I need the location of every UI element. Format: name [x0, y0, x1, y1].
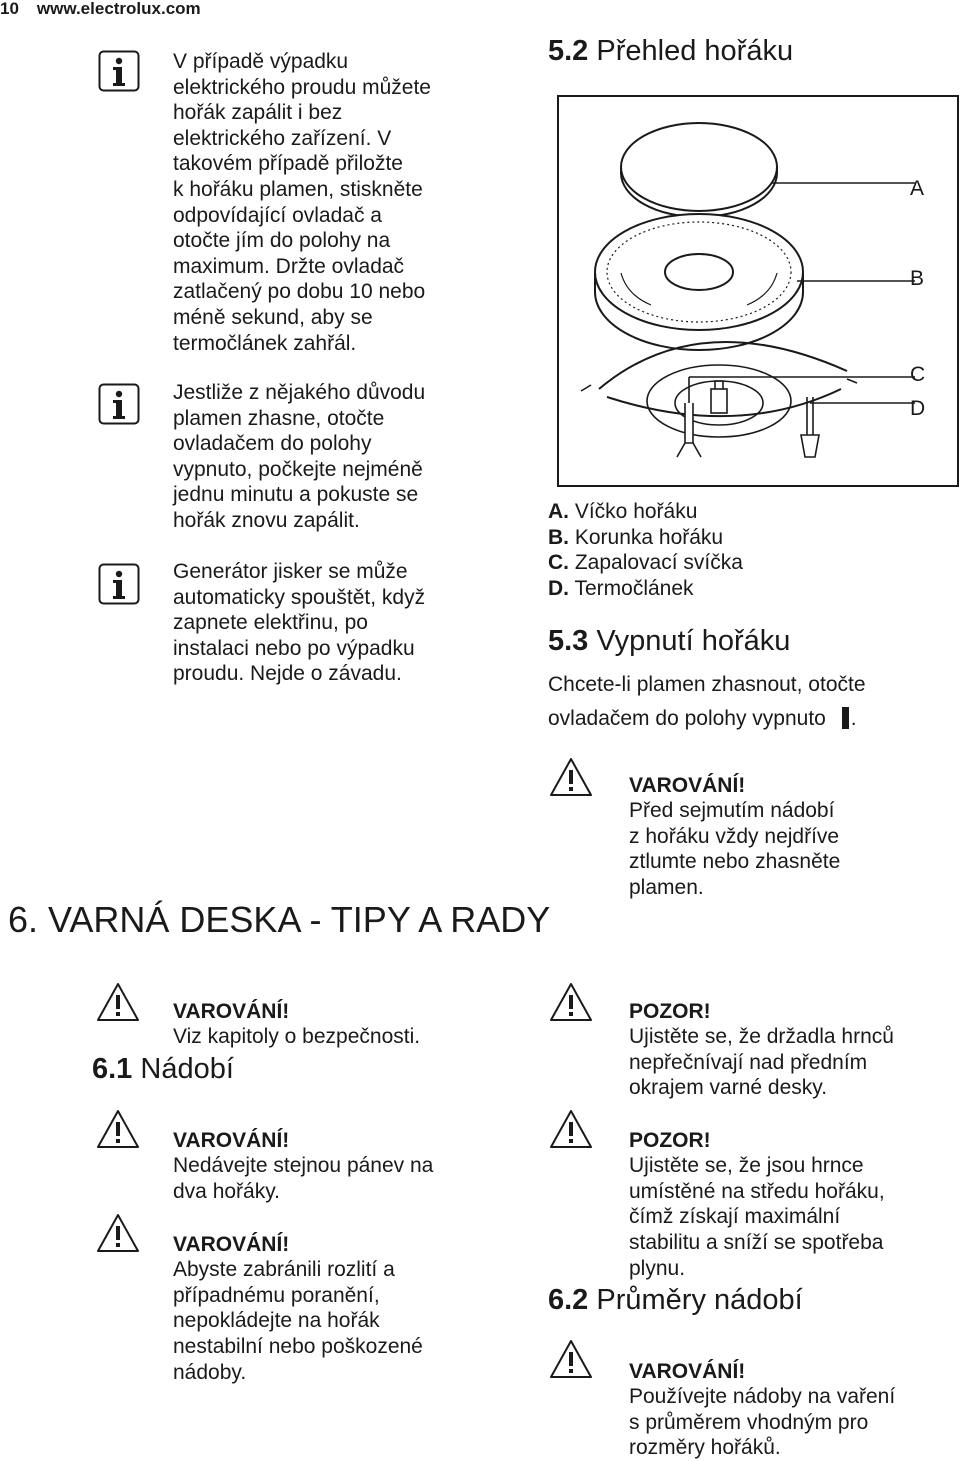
- info-icon: [98, 563, 140, 605]
- section-number: 6.1: [92, 1053, 133, 1085]
- section-number: 5.2: [548, 35, 589, 67]
- chapter-title: VARNÁ DESKA - TIPY A RADY: [48, 899, 551, 940]
- burner-legend: [548, 499, 743, 601]
- figure-label-b: B: [910, 267, 925, 290]
- chapter-6-heading: [8, 900, 550, 940]
- page-number: 10: [0, 0, 19, 18]
- burner-illustration: [559, 97, 957, 485]
- section-title: Přehled hořáku: [596, 35, 794, 67]
- chapter-number: 6.: [8, 899, 39, 940]
- section-title: Průměry nádobí: [596, 1284, 803, 1316]
- warning-block-diameter: VAROVÁNÍ! Používejte nádoby na vaření s průměrem vhodným pro rozměry hořáků.: [629, 1359, 896, 1460]
- turn-off-text-line1: Chcete-li plamen zhasnout, otočte: [548, 673, 866, 696]
- legend-item: A. Víčko hořáku: [548, 500, 698, 523]
- section-title: Vypnutí hořáku: [596, 625, 791, 657]
- caution-block-centered: POZOR! Ujistěte se, že jsou hrnce umístěné na středu hořáku, čímž získají maximální stabilitu a sníží se spotřeba plynu.: [629, 1128, 885, 1280]
- warning-icon: [548, 1108, 594, 1150]
- legend-item: D. Termočlánek: [548, 576, 694, 600]
- warning-icon: [548, 756, 594, 798]
- off-position-icon: [842, 707, 849, 729]
- section-number: 5.3: [548, 625, 589, 657]
- warning-icon: [548, 981, 594, 1023]
- info-icon: [98, 50, 140, 92]
- legend-item: B. Korunka hořáku: [548, 525, 724, 549]
- info-note-spark-generator: Generátor jisker se může automaticky spouštět, když zapnete elektřinu, po instalaci nebo po výpadku proudu. Nejde o závadu.: [173, 560, 426, 686]
- legend-item: C. Zapalovací svíčka: [548, 551, 743, 575]
- warning-icon: [95, 981, 141, 1023]
- section-6-1-heading: [92, 1052, 234, 1086]
- caution-block-handles: POZOR! Ujistěte se, že držadla hrnců nepřečnívají nad předním okrajem varné desky.: [629, 999, 894, 1100]
- warning-block-same-pan: VAROVÁNÍ! Nedávejte stejnou pánev na dva hořáky.: [173, 1128, 434, 1203]
- section-5-2-heading: [548, 34, 793, 68]
- info-note-flame-out: Jestliže z nějakého důvodu plamen zhasne, otočte ovladačem do polohy vypnuto, počkejte nejméně jednu minutu a pokuste se hořák znovu zapálit.: [173, 381, 426, 532]
- warning-block-safety: VAROVÁNÍ! Viz kapitoly o bezpečnosti.: [173, 999, 421, 1049]
- figure-label-d: D: [910, 397, 926, 420]
- page-header: [0, 0, 219, 18]
- section-6-2-heading: [548, 1283, 803, 1317]
- warning-icon: [95, 1108, 141, 1150]
- figure-label-a: A: [910, 177, 925, 200]
- warning-block-5-3: VAROVÁNÍ! Před sejmutím nádobí z hořáku vždy nejdříve ztlumte nebo zhasněte plamen.: [629, 773, 841, 899]
- section-number: 6.2: [548, 1284, 589, 1316]
- info-note-power-outage: V případě výpadku elektrického proudu můžete hořák zapálit i bez elektrického zařízení. V takovém případě přiložte k hořáku plamen, stiskněte odpovídající ovladač a otočte jím do polohy na maximum. Držte ovladač zatlačený po dobu 10 nebo méně sekund, aby se termočlánek zahřál.: [173, 50, 431, 355]
- warning-icon: [95, 1212, 141, 1254]
- site-url: www.electrolux.com: [36, 0, 201, 18]
- burner-figure: [557, 95, 959, 487]
- turn-off-text-line2: ovladačem do polohy vypnuto .: [548, 707, 857, 730]
- info-icon: [98, 383, 140, 425]
- section-5-3-heading: [548, 624, 790, 658]
- section-title: Nádobí: [140, 1053, 234, 1085]
- figure-label-c: C: [910, 363, 926, 386]
- warning-block-unstable: VAROVÁNÍ! Abyste zabránili rozlití a případnému poranění, nepokládejte na hořák nestabilní nebo poškozené nádoby.: [173, 1232, 423, 1384]
- warning-icon: [548, 1338, 594, 1380]
